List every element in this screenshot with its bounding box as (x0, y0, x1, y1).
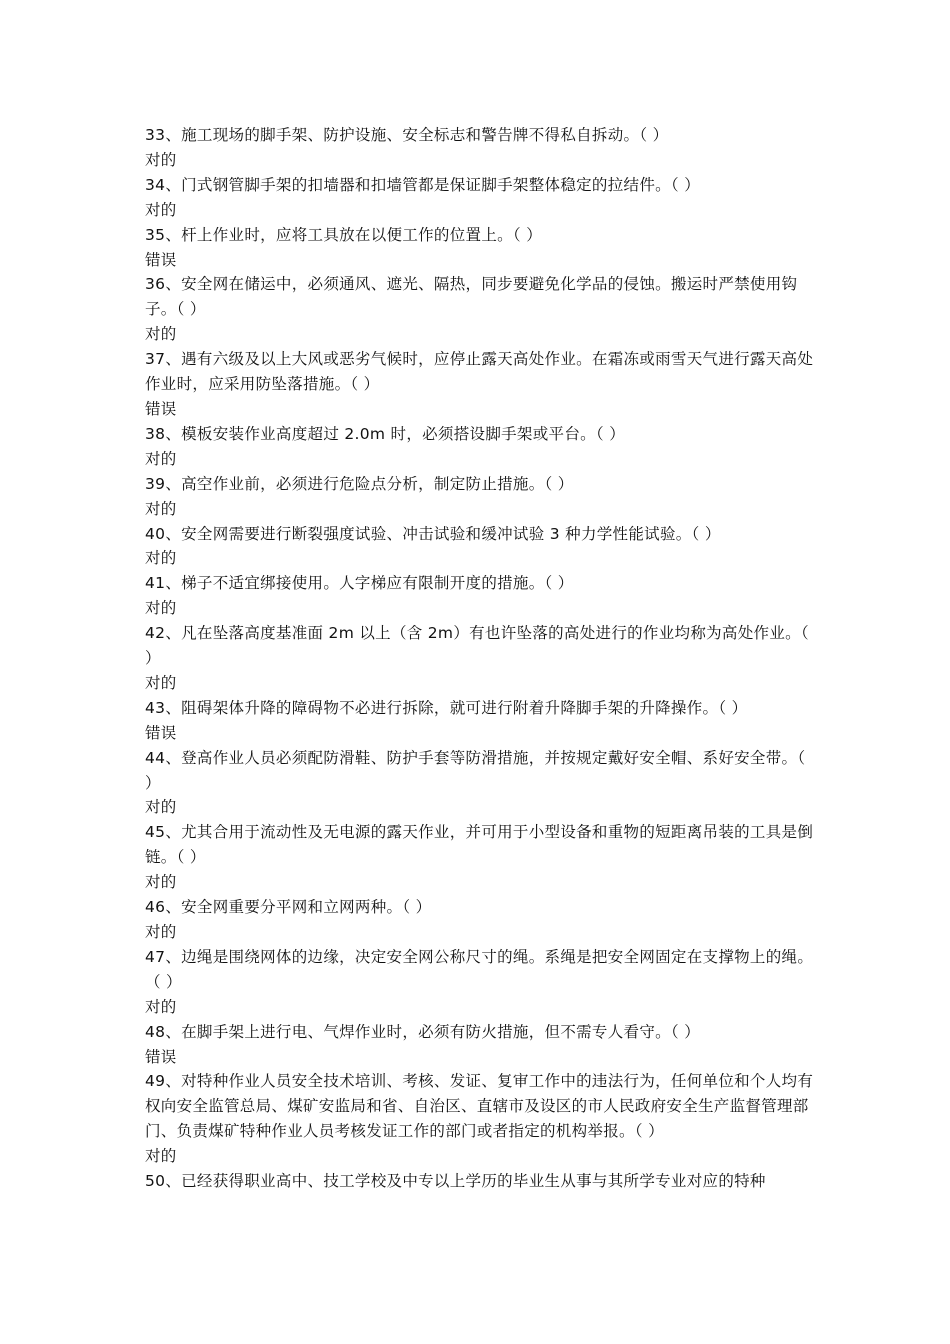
answer-text: 对的 (145, 549, 177, 568)
question-text: 33、施工现场的脚手架、防护设施、安全标志和警告牌不得私自拆动。（ ） (145, 126, 669, 144)
question-text: 47、边绳是围绕网体的边缘，决定安全网公称尺寸的绳。系绳是把安全网固定在支撑物上的绳。（ ） (145, 947, 814, 991)
question-item (145, 621, 817, 696)
answer-text: 错误 (145, 1047, 177, 1066)
question-text: 46、安全网重要分平网和立网两种。（ ） (145, 898, 432, 917)
answer-text: 对的 (145, 923, 177, 941)
question-text: 41、梯子不适宜绑接使用。人字梯应有限制开度的措施。（ ） (145, 574, 574, 593)
question-text: 37、遇有六级及以上大风或恶劣气候时，应停止露天高处作业。在霜冻或雨雪天气进行露天高处作业时，应采用防坠落措施。（ ） (145, 350, 814, 394)
question-text: 48、在脚手架上进行电、气焊作业时，必须有防火措施，但不需专人看守。（ ） (145, 1022, 701, 1041)
question-item (145, 820, 817, 895)
document-page (145, 123, 817, 1194)
question-item (145, 1020, 817, 1070)
answer-text: 对的 (145, 499, 177, 518)
answer-text: 对的 (145, 873, 177, 892)
question-text: 44、登高作业人员必须配防滑鞋、防护手套等防滑措施，并按规定戴好安全帽、系好安全带。（ ） (145, 748, 806, 792)
question-text: 50、已经获得职业高中、技工学校及中专以上学历的毕业生从事与其所学专业对应的特种 (145, 1172, 766, 1191)
question-item (145, 472, 817, 522)
question-text: 49、对特种作业人员安全技术培训、考核、发证、复审工作中的违法行为，任何单位和个人均有权向安全监管总局、煤矿安监局和省、自治区、直辖市及设区的市人民政府安全生产监督管理部门、负责煤矿特种作业人员考核发证工作的部门或者指定的机构举报。（ ） (145, 1072, 814, 1141)
answer-text: 对的 (145, 997, 177, 1016)
question-text: 45、尤其合用于流动性及无电源的露天作业，并可用于小型设备和重物的短距离吊装的工具是倒链。（ ） (145, 823, 814, 867)
question-text: 40、安全网需要进行断裂强度试验、冲击试验和缓冲试验 3 种力学性能试验。（ ） (145, 524, 721, 543)
question-item (145, 173, 817, 223)
question-item (145, 422, 817, 472)
question-item (145, 895, 817, 945)
question-item (145, 1169, 817, 1194)
question-item (145, 123, 817, 173)
question-text: 39、高空作业前，必须进行危险点分析，制定防止措施。（ ） (145, 474, 574, 493)
question-item (145, 571, 817, 621)
answer-text: 对的 (145, 200, 177, 219)
question-item (145, 347, 817, 422)
question-text: 35、杆上作业时，应将工具放在以便工作的位置上。（ ） (145, 225, 543, 244)
question-text: 38、模板安装作业高度超过 2.0m 时，必须搭设脚手架或平台。（ ） (145, 424, 626, 443)
answer-text: 对的 (145, 798, 177, 817)
answer-text: 对的 (145, 1147, 177, 1166)
answer-text: 对的 (145, 449, 177, 468)
question-item (145, 1069, 817, 1169)
question-item (145, 945, 817, 1020)
question-text: 43、阻碍架体升降的障碍物不必进行拆除，就可进行附着升降脚手架的升降操作。（ ） (145, 698, 748, 717)
question-item (145, 696, 817, 746)
question-text: 42、凡在坠落高度基准面 2m 以上（含 2m）有也许坠落的高处进行的作业均称为高处作业。（ ） (145, 624, 809, 668)
answer-text: 对的 (145, 673, 177, 692)
question-item (145, 522, 817, 572)
question-text: 34、门式钢管脚手架的扣墙器和扣墙管都是保证脚手架整体稳定的拉结件。（ ） (145, 175, 701, 194)
answer-text: 错误 (145, 723, 177, 742)
answer-text: 对的 (145, 150, 177, 169)
question-item (145, 272, 817, 347)
answer-text: 对的 (145, 325, 177, 344)
question-text: 36、安全网在储运中，必须通风、遮光、隔热，同步要避免化学品的侵蚀。搬运时严禁使用钩子。（ ） (145, 275, 798, 319)
question-item (145, 223, 817, 273)
answer-text: 对的 (145, 599, 177, 618)
answer-text: 错误 (145, 399, 177, 418)
question-item (145, 746, 817, 821)
answer-text: 错误 (145, 250, 177, 269)
